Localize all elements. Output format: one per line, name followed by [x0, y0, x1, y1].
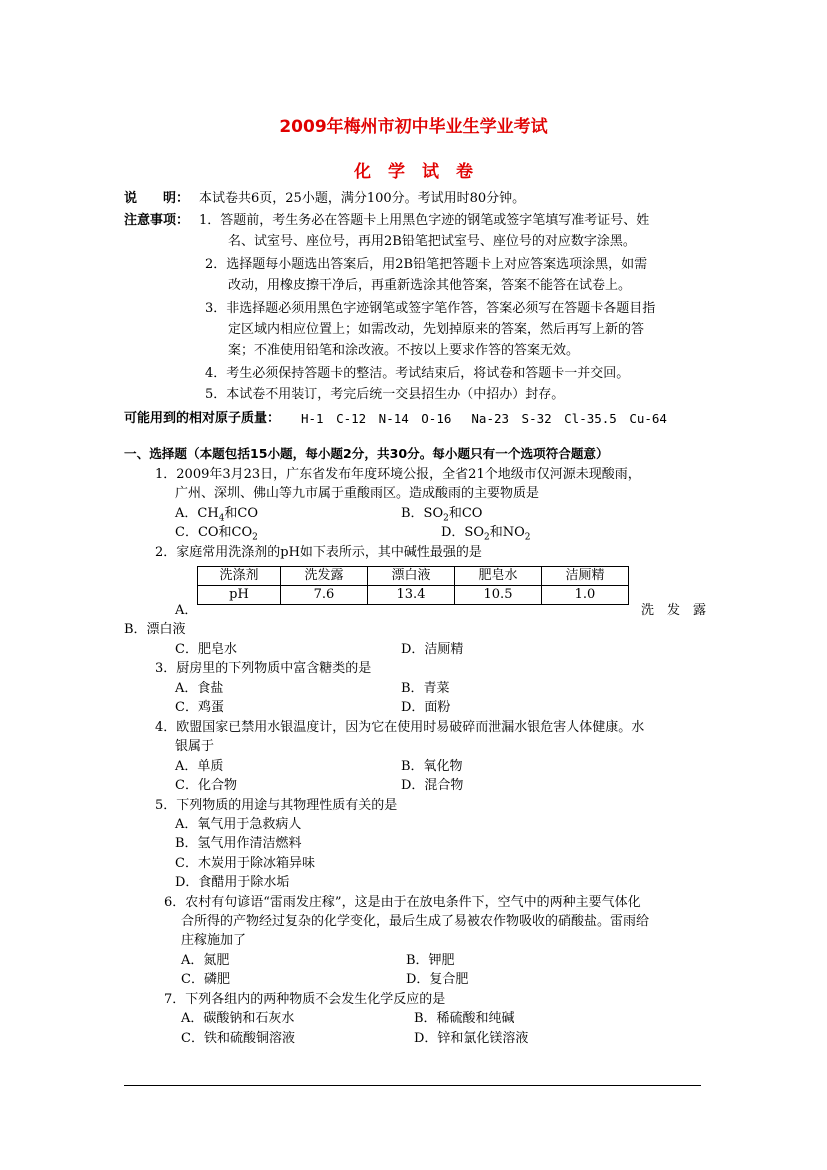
q2-stem: 2．家庭常用洗涤剂的pH如下表所示，其中碱性最强的是 — [155, 545, 482, 560]
instruction-item-2-line-2: 改动，用橡皮擦干净后，再重新选涂其他答案，答案不能答在试卷上。 — [228, 278, 632, 293]
q4-option-a: A．单质 — [175, 759, 224, 774]
q1-stem-line-1: 1．2009年3月23日，广东省发布年度环境公报，全省21个地级市仅河源未现酸雨， — [155, 467, 641, 482]
table-cell: 1.0 — [542, 586, 629, 605]
q2-option-b: B．漂白液 — [124, 622, 186, 637]
note-text: 本试卷共6页，25小题，满分100分。考试用时80分钟。 — [199, 191, 526, 206]
q7-option-c: C．铁和硫酸铜溶液 — [181, 1031, 295, 1046]
q1-stem-line-2: 广州、深圳、佛山等九市属于重酸雨区。造成酸雨的主要物质是 — [175, 486, 540, 501]
ph-table-header-row — [198, 567, 629, 586]
q6-option-b: B．钾肥 — [406, 953, 455, 968]
q7-option-b: B．稀硫酸和纯碱 — [414, 1011, 515, 1026]
q5-stem: 5．下列物质的用途与其物理性质有关的是 — [155, 798, 398, 813]
q6-option-d: D．复合肥 — [406, 972, 469, 987]
exam-subtitle: 化 学 试 卷 — [354, 162, 473, 182]
q7-option-d: D．锌和氯化镁溶液 — [414, 1031, 529, 1046]
instruction-item-2-line-1: 2．选择题每小题选出答案后，用2B铅笔把答题卡上对应答案选项涂黑，如需 — [205, 257, 648, 272]
q5-option-b: B．氢气用作清洁燃料 — [175, 836, 302, 851]
table-cell: pH — [198, 586, 281, 605]
atomic-mass-values: H-1 C-12 N-14 O-16 Na-23 S-32 Cl-35.5 Cu-64 — [301, 411, 667, 426]
q6-stem-line-3: 庄稼施加了 — [181, 933, 247, 948]
q1-option-d: D．$SO_2$和$NO_2$ — [441, 525, 531, 543]
q1-option-b: B．$SO_2$和CO — [401, 506, 483, 524]
q7-stem: 7．下列各组内的两种物质不会发生化学反应的是 — [164, 992, 446, 1007]
instruction-item-1-line-1: 1．答题前，考生务必在答题卡上用黑色字迹的钢笔或签字笔填写准考证号、姓 — [199, 213, 650, 228]
instruction-item-1-line-2: 名、试室号、座位号，再用2B铅笔把试室号、座位号的对应数字涂黑。 — [228, 234, 636, 249]
ph-table-value-row — [198, 586, 629, 605]
table-cell: 洁厕精 — [542, 567, 629, 586]
q1-option-c: C．CO和$CO_2$ — [175, 525, 258, 543]
q2-option-c: C．肥皂水 — [175, 642, 237, 657]
table-cell: 洗发露 — [281, 567, 368, 586]
table-cell: 漂白液 — [368, 567, 455, 586]
q3-option-b: B．青菜 — [401, 681, 450, 696]
table-cell: 洗涤剂 — [198, 567, 281, 586]
q5-option-d: D．食醋用于除水垢 — [175, 875, 290, 890]
q2-option-d: D．洁厕精 — [401, 642, 464, 657]
q2-option-a: A． — [175, 603, 198, 618]
q4-stem-line-2: 银属于 — [175, 739, 215, 754]
note-label: 说 明： — [124, 191, 190, 206]
footer-divider — [124, 1085, 701, 1086]
table-cell: 7.6 — [281, 586, 368, 605]
q3-option-d: D．面粉 — [401, 700, 451, 715]
table-cell: 13.4 — [368, 586, 455, 605]
table-cell: 肥皂水 — [455, 567, 542, 586]
q4-option-d: D．混合物 — [401, 778, 464, 793]
instruction-item-3-line-3: 案；不准使用铅笔和涂改液。不按以上要求作答的答案无效。 — [228, 343, 580, 358]
q4-stem-line-1: 4．欧盟国家已禁用水银温度计，因为它在使用时易破碎而泄漏水银危害人体健康。水 — [155, 720, 645, 735]
q1-option-a: A．$CH_4$和CO — [175, 506, 259, 524]
q6-option-c: C．磷肥 — [181, 972, 230, 987]
instruction-item-4: 4．考生必须保持答题卡的整洁。考试结束后，将试卷和答题卡一并交回。 — [205, 366, 630, 381]
attention-label: 注意事项： — [124, 213, 190, 228]
instruction-item-5: 5．本试卷不用装订，考完后统一交县招生办（中招办）封存。 — [205, 387, 565, 402]
q3-option-c: C．鸡蛋 — [175, 700, 224, 715]
q2-option-a-text: 洗 发 露 — [641, 603, 707, 618]
q5-option-c: C．木炭用于除冰箱异味 — [175, 856, 315, 871]
q6-stem-line-2: 合所得的产物经过复杂的化学变化，最后生成了易被农作物吸收的硝酸盐。雷雨给 — [181, 914, 650, 929]
q4-option-b: B．氧化物 — [401, 759, 463, 774]
q5-option-a: A．氧气用于急救病人 — [175, 817, 302, 832]
q6-option-a: A．氮肥 — [181, 953, 230, 968]
q6-stem-line-1: 6．农村有句谚语“雷雨发庄稼”，这是由于在放电条件下，空气中的两种主要气体化 — [164, 895, 641, 910]
ph-table — [197, 566, 629, 605]
q3-option-a: A．食盐 — [175, 681, 224, 696]
instruction-item-3-line-1: 3．非选择题必须用黑色字迹钢笔或签字笔作答，答案必须写在答题卡各题目指 — [205, 301, 656, 316]
instruction-item-3-line-2: 定区域内相应位置上；如需改动，先划掉原来的答案，然后再写上新的答 — [228, 322, 645, 337]
section-heading: 一、选择题（本题包括15小题，每小题2分，共30分。每小题只有一个选项符合题意） — [124, 446, 609, 461]
q7-option-a: A．碳酸钠和石灰水 — [181, 1011, 295, 1026]
q4-option-c: C．化合物 — [175, 778, 237, 793]
exam-title: 2009年梅州市初中毕业生学业考试 — [279, 117, 548, 137]
atomic-mass-label: 可能用到的相对原子质量： — [124, 411, 281, 426]
q3-stem: 3．厨房里的下列物质中富含糖类的是 — [155, 661, 372, 676]
table-cell: 10.5 — [455, 586, 542, 605]
